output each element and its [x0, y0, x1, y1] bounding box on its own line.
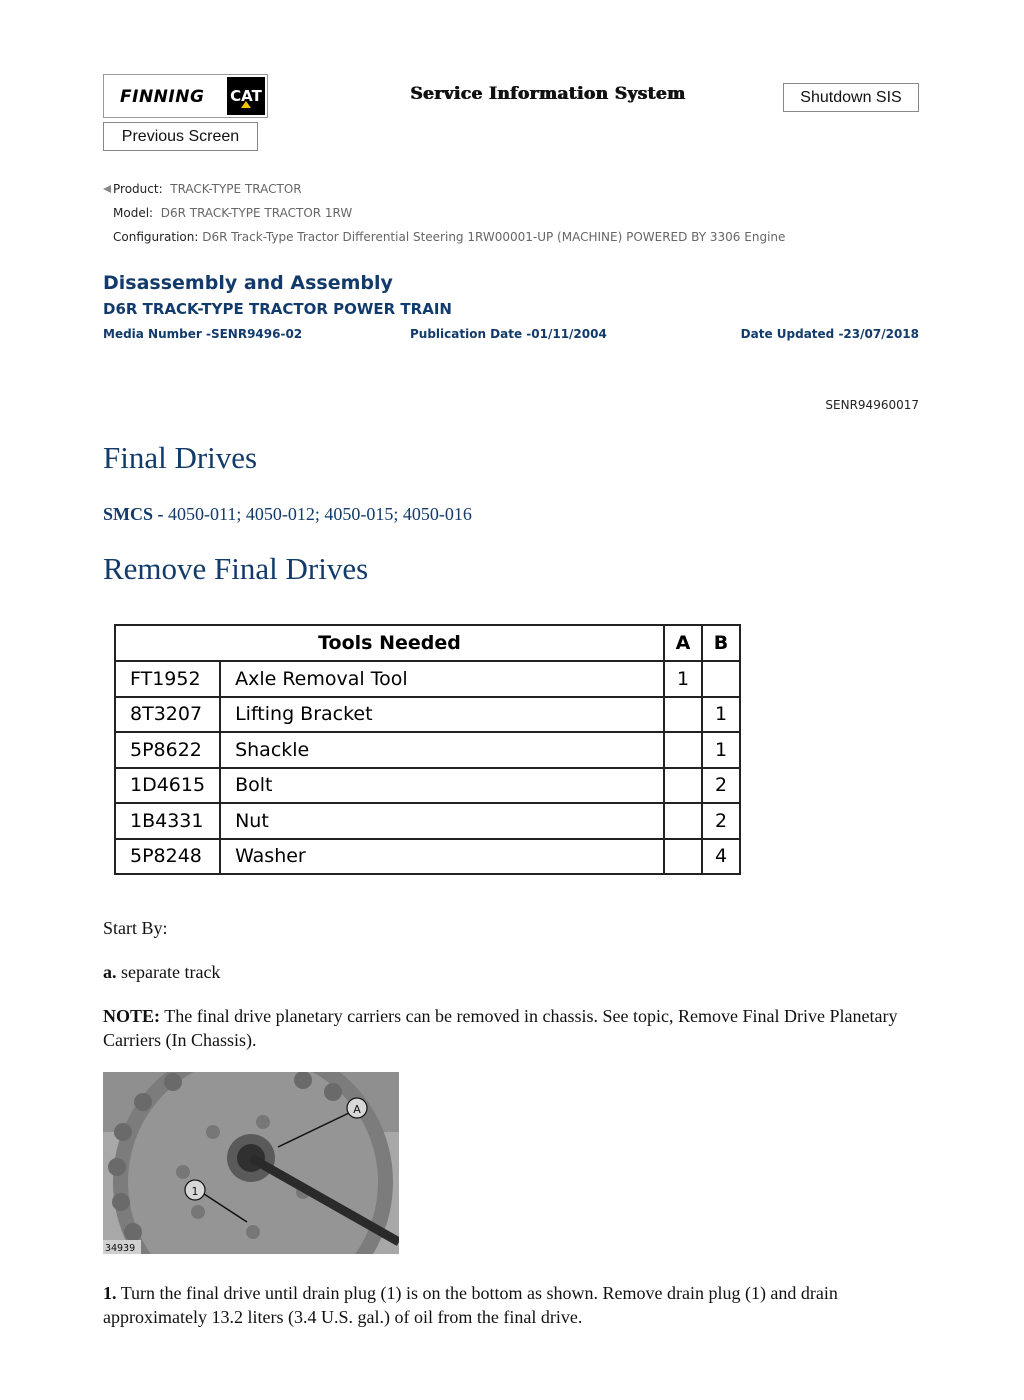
part-number: 5P8622: [115, 732, 220, 768]
part-name: Nut: [220, 803, 664, 839]
step-1: [103, 1281, 903, 1329]
tools-needed-table: [114, 624, 741, 875]
part-name: Bolt: [220, 768, 664, 804]
cat-logo: [227, 77, 265, 115]
finning-cat-logo: [103, 74, 268, 118]
note-paragraph: [103, 1004, 903, 1052]
date-updated: Date Updated -23/07/2018: [740, 327, 919, 341]
section-title: Remove Final Drives: [103, 551, 369, 586]
column-a-header: A: [664, 625, 702, 661]
final-drive-illustration: [103, 1072, 399, 1254]
part-name: Shackle: [220, 732, 664, 768]
callout-1: 1: [191, 1185, 199, 1198]
quantity-b: 1: [702, 697, 740, 733]
document-subtitle: D6R TRACK-TYPE TRACTOR POWER TRAIN: [103, 300, 452, 318]
model-label: Model:: [113, 206, 154, 220]
quantity-a: [664, 697, 702, 733]
part-number: 1D4615: [115, 768, 220, 804]
smcs-label: SMCS -: [103, 504, 169, 524]
note-text: The final drive planetary carriers can be removed in chassis. See topic, Remove Final Drive Planetary Carriers (In Chassis).: [103, 1006, 898, 1050]
smcs-values: 4050-011; 4050-012; 4050-015; 4050-016: [168, 504, 472, 524]
table-row: [115, 768, 740, 804]
table-row: [115, 839, 740, 875]
column-b-header: B: [702, 625, 740, 661]
part-number: 8T3207: [115, 697, 220, 733]
part-number: 5P8248: [115, 839, 220, 875]
quantity-b: 1: [702, 732, 740, 768]
model-line: [113, 206, 352, 220]
quantity-b: 4: [702, 839, 740, 875]
quantity-a: [664, 803, 702, 839]
back-arrow-icon[interactable]: [103, 185, 111, 193]
document-id: SENR94960017: [825, 398, 919, 412]
sis-title: Service Information System: [410, 84, 686, 104]
configuration-line: [113, 230, 785, 244]
step-a-text: separate track: [121, 962, 221, 982]
part-name: Washer: [220, 839, 664, 875]
cat-triangle-icon: [241, 101, 251, 108]
quantity-a: [664, 768, 702, 804]
part-name: Axle Removal Tool: [220, 661, 664, 697]
note-label: NOTE:: [103, 1006, 161, 1026]
step-a-label: a.: [103, 962, 117, 982]
product-value: TRACK-TYPE TRACTOR: [170, 182, 302, 196]
step-a: [103, 960, 903, 984]
final-drive-photo: [103, 1072, 399, 1254]
part-number: FT1952: [115, 661, 220, 697]
smcs-codes: [103, 504, 472, 525]
table-header-row: [115, 625, 740, 661]
previous-screen-button[interactable]: Previous Screen: [103, 122, 258, 151]
product-line: [103, 182, 302, 196]
configuration-label: Configuration:: [113, 230, 199, 244]
shutdown-sis-button[interactable]: Shutdown SIS: [783, 83, 919, 112]
publication-date: Publication Date -01/11/2004: [410, 327, 607, 341]
page-title: Final Drives: [103, 440, 258, 475]
table-row: [115, 732, 740, 768]
table-row: [115, 661, 740, 697]
quantity-a: [664, 732, 702, 768]
quantity-b: 2: [702, 803, 740, 839]
document-category: Disassembly and Assembly: [103, 272, 393, 294]
tools-needed-header: Tools Needed: [115, 625, 664, 661]
photo-id: 34939: [105, 1243, 136, 1254]
quantity-a: [664, 839, 702, 875]
media-number: Media Number -SENR9496-02: [103, 327, 303, 341]
part-name: Lifting Bracket: [220, 697, 664, 733]
product-label: Product:: [113, 182, 163, 196]
quantity-b: [702, 661, 740, 697]
quantity-a: 1: [664, 661, 702, 697]
configuration-value: D6R Track-Type Tractor Differential Steering 1RW00001-UP (MACHINE) POWERED BY 3306 Engine: [202, 230, 786, 244]
step-1-label: 1.: [103, 1283, 117, 1303]
start-by-text: Start By:: [103, 918, 168, 938]
callout-a: A: [353, 1103, 361, 1116]
quantity-b: 2: [702, 768, 740, 804]
step-1-text: Turn the final drive until drain plug (1) is on the bottom as shown. Remove drain plug (1) and drain approximately 13.2 liters (3.4 U.S. gal.) of oil from the final drive.: [103, 1283, 838, 1327]
table-row: [115, 803, 740, 839]
finning-logo-text: FINNING: [120, 87, 205, 107]
model-value: D6R TRACK-TYPE TRACTOR 1RW: [160, 206, 353, 220]
cat-logo-text: CAT: [230, 87, 262, 105]
table-row: [115, 697, 740, 733]
part-number: 1B4331: [115, 803, 220, 839]
